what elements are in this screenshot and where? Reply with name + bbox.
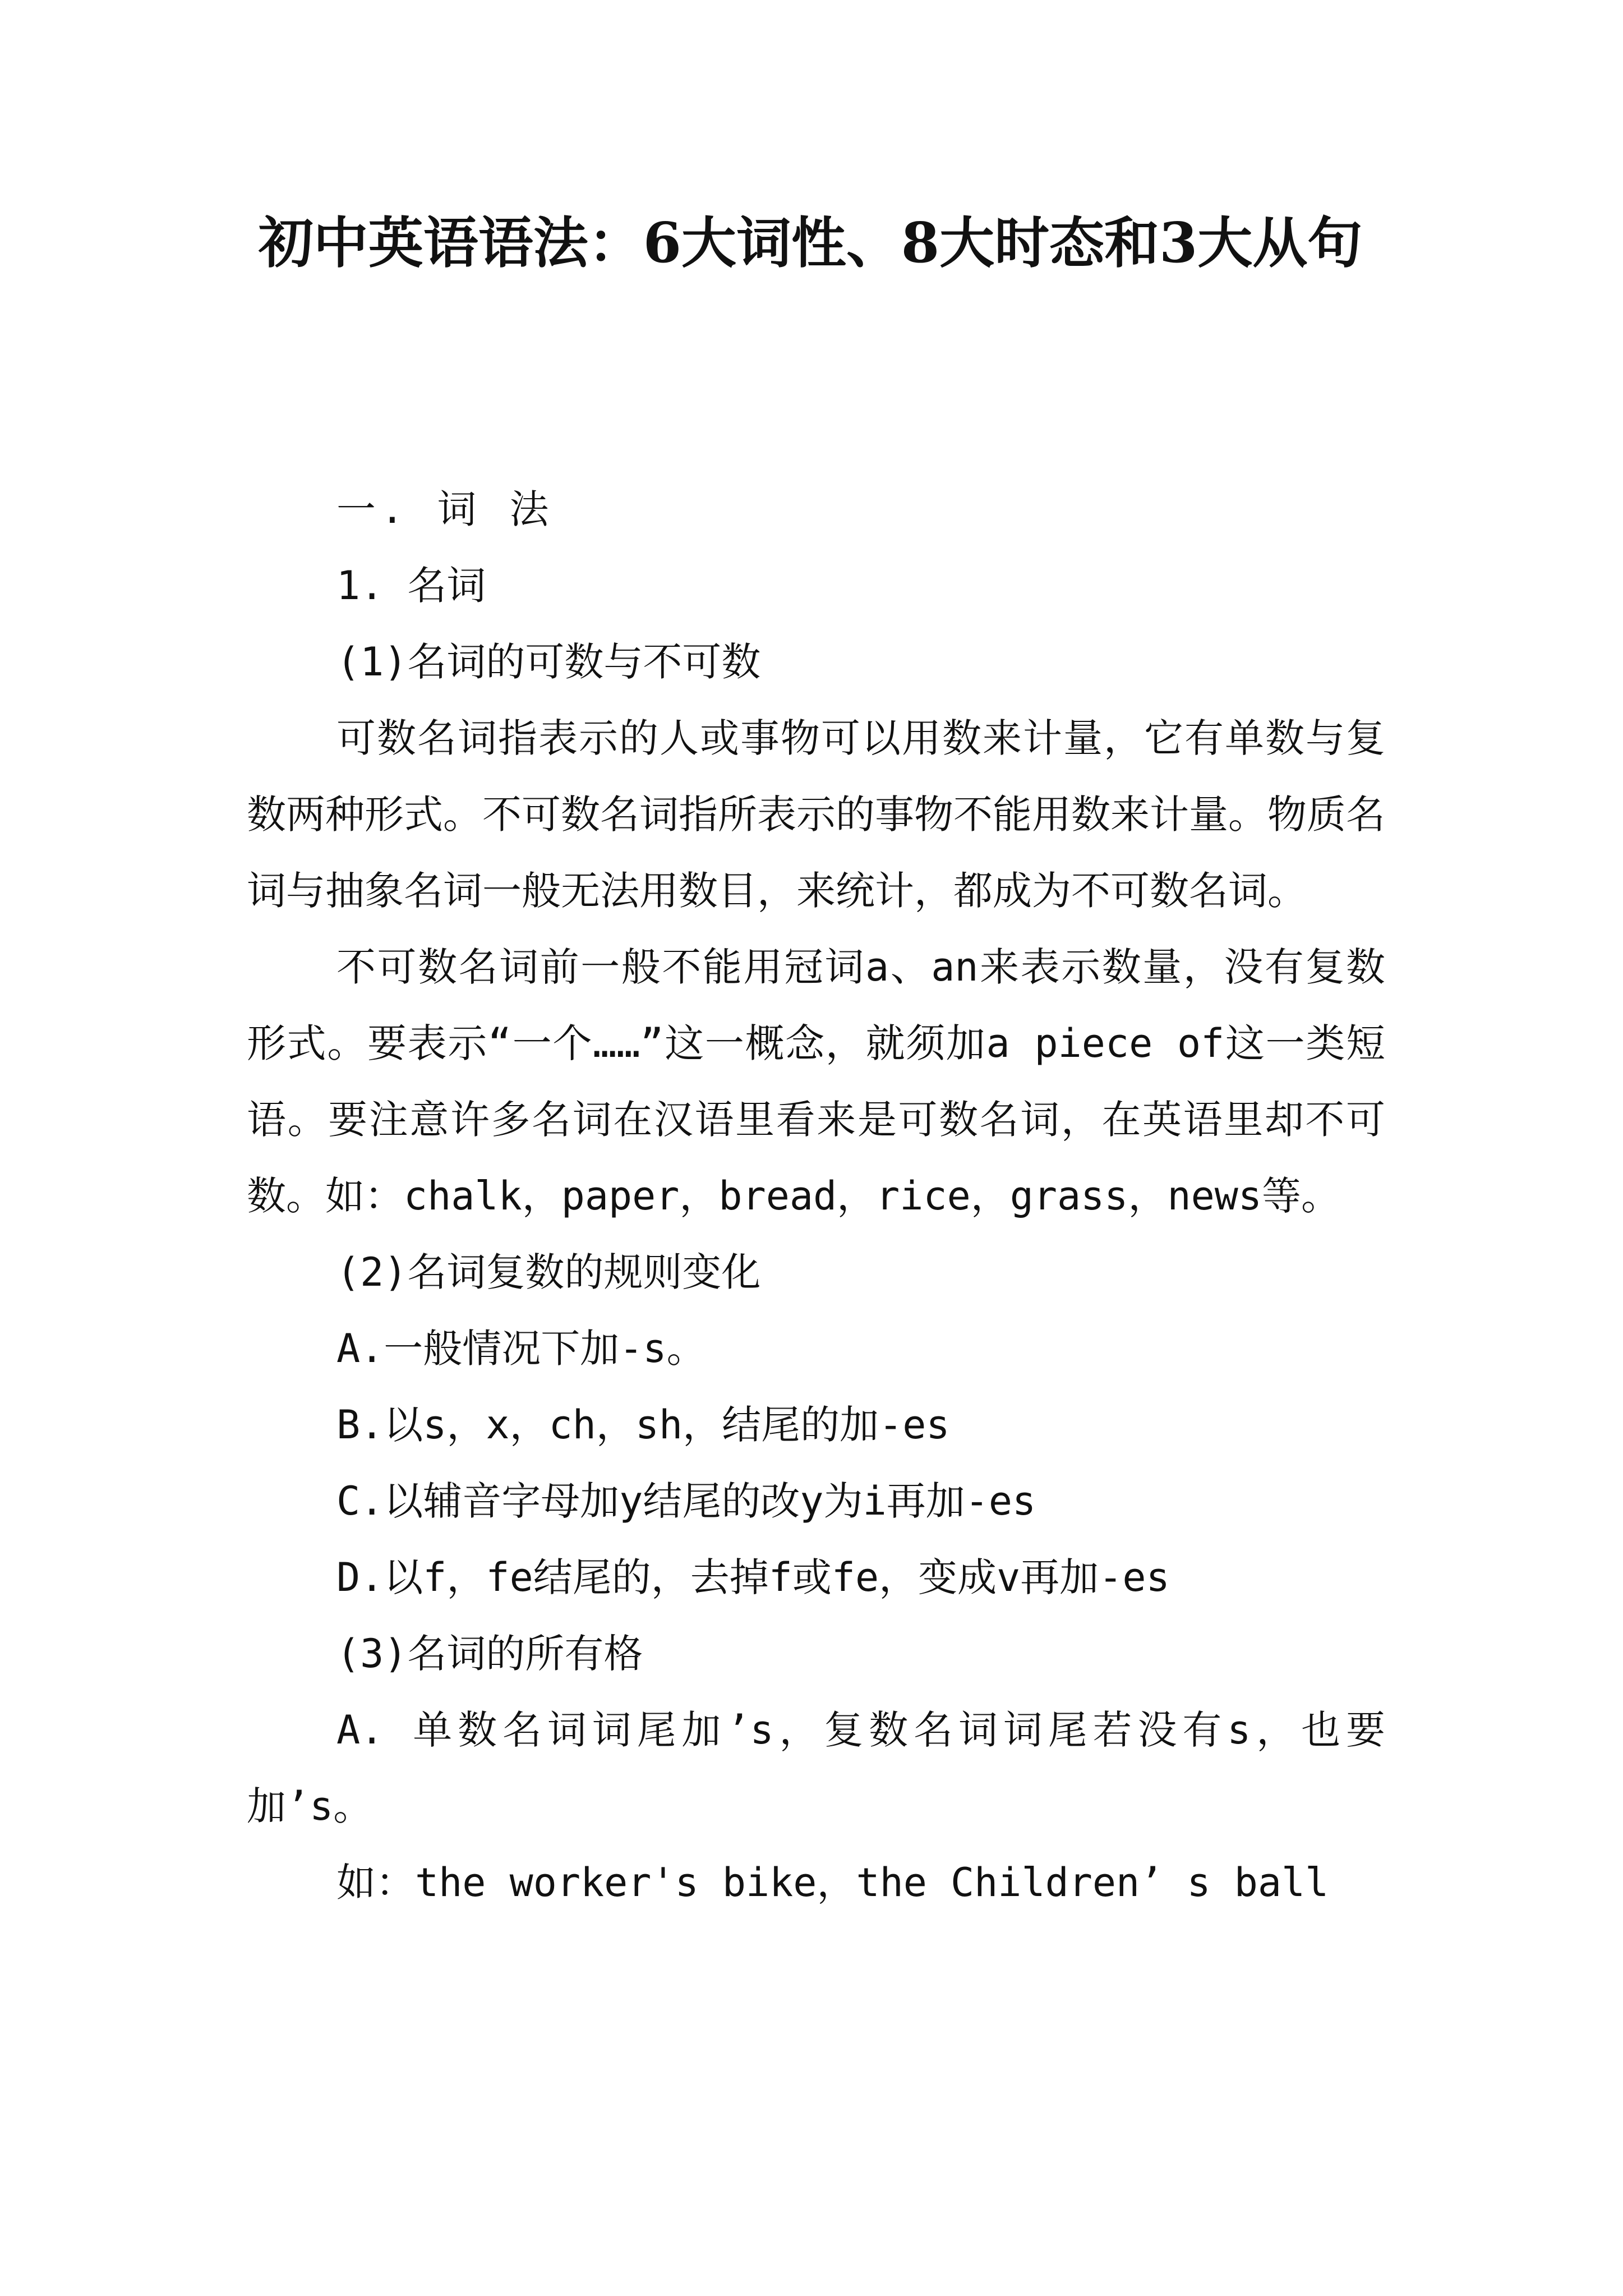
section-heading-lexis: 一. 词 法 [336,486,554,532]
paragraph-countable-definition: 可数名词指表示的人或事物可以用数来计量，它有单数与复数两种形式。不可数名词指所表示的事物不能用数来计量。物质名词与抽象名词一般无法用数目，来统计，都成为不可数名词。 [247,715,1385,914]
point-heading-possessive: (3)名词的所有格 [336,1631,643,1677]
possessive-rule-a: A. 单数名词词尾加’s，复数名词词尾若没有s，也要加’s。 [247,1707,1385,1829]
possessive-example: 如：the worker's bike，the Children’ s ball [336,1860,1329,1906]
point-heading-plural-rules: (2)名词复数的规则变化 [336,1249,761,1295]
rule-item-d: D.以f，fe结尾的，去掉f或fe，变成v再加-es [336,1554,1170,1600]
rule-item-a: A.一般情况下加-s。 [336,1326,706,1372]
subsection-heading-noun: 1. 名词 [336,563,486,609]
rule-item-b: B.以s，x，ch，sh，结尾的加-es [336,1402,950,1448]
paragraph-uncountable-usage: 不可数名词前一般不能用冠词a、an来表示数量，没有复数形式。要表示“一个……”这一概念，就须加a piece of这一类短语。要注意许多名词在汉语里看来是可数名词，在英语里却不可数。如：chalk，paper，bread，rice，grass，news等。 [247,944,1385,1219]
point-heading-countable: (1)名词的可数与不可数 [336,639,761,685]
rule-item-c: C.以辅音字母加y结尾的改y为i再加-es [336,1478,1036,1524]
document-body [247,471,1385,1921]
page-title: 初中英语语法：6大词性、8大时态和3大从句 [258,211,1363,275]
